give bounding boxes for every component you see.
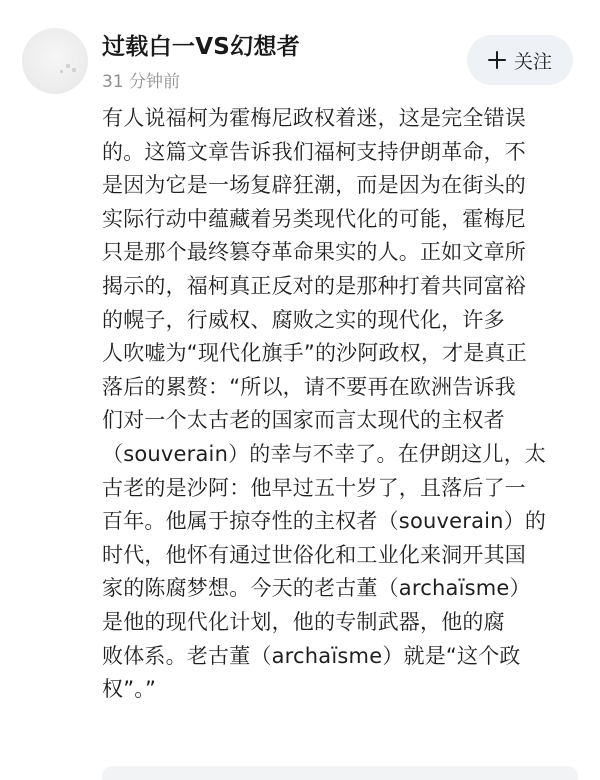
avatar[interactable] [22, 28, 88, 94]
body-line: 百年。他属于掠夺性的主权者（souverain）的 [102, 509, 547, 534]
body-line: 时代，他怀有通过世俗化和工业化来洞开其国 [102, 542, 526, 567]
avatar-speck [60, 70, 63, 73]
body-line: 实际行动中蕴藏着另类现代化的可能，霍梅尼 [102, 206, 526, 231]
body-line: （souverain）的幸与不幸了。在伊朗这儿，太 [102, 441, 547, 466]
body-line: 只是那个最终篡夺革命果实的人。正如文章所 [102, 240, 526, 265]
body-line: 揭示的，福柯真正反对的是那种打着共同富裕 [102, 273, 526, 298]
body-line: 是他的现代化计划，他的专制武器，他的腐 [102, 609, 505, 634]
body-line: 是因为它是一场复辟狂潮，而是因为在街头的 [102, 173, 526, 198]
body-line: 权”。” [102, 677, 157, 702]
body-line: 家的陈腐梦想。今天的老古董（archaïsme） [102, 576, 531, 601]
body-line: 的。这篇文章告诉我们福柯支持伊朗革命，不 [102, 139, 526, 164]
body-line: 古老的是沙阿：他早过五十岁了，且落后了一 [102, 475, 526, 500]
plus-icon [488, 51, 506, 69]
author-name[interactable]: 过载白一VS幻想者 [102, 34, 301, 60]
body-line: 败体系。老古董（archaïsme）就是“这个政 [102, 643, 521, 668]
body-line: 落后的累赘：“所以，请不要再在欧洲告诉我 [102, 374, 516, 399]
follow-button[interactable] [467, 35, 573, 85]
body-line: 人吹嘘为“现代化旗手”的沙阿政权，才是真正 [102, 341, 527, 366]
avatar-speck [66, 64, 70, 68]
follow-label: 关注 [513, 50, 552, 73]
post-time: 31 分钟前 [102, 72, 181, 92]
next-section-edge [102, 766, 578, 780]
body-line: 的幌子，行威权、腐败之实的现代化，许多 [102, 307, 505, 332]
avatar-speck [72, 68, 76, 72]
body-line: 有人说福柯为霍梅尼政权着迷，这是完全错误 [102, 106, 526, 130]
body-line: 们对一个太古老的国家而言太现代的主权者 [102, 408, 505, 433]
post-body [102, 102, 580, 707]
